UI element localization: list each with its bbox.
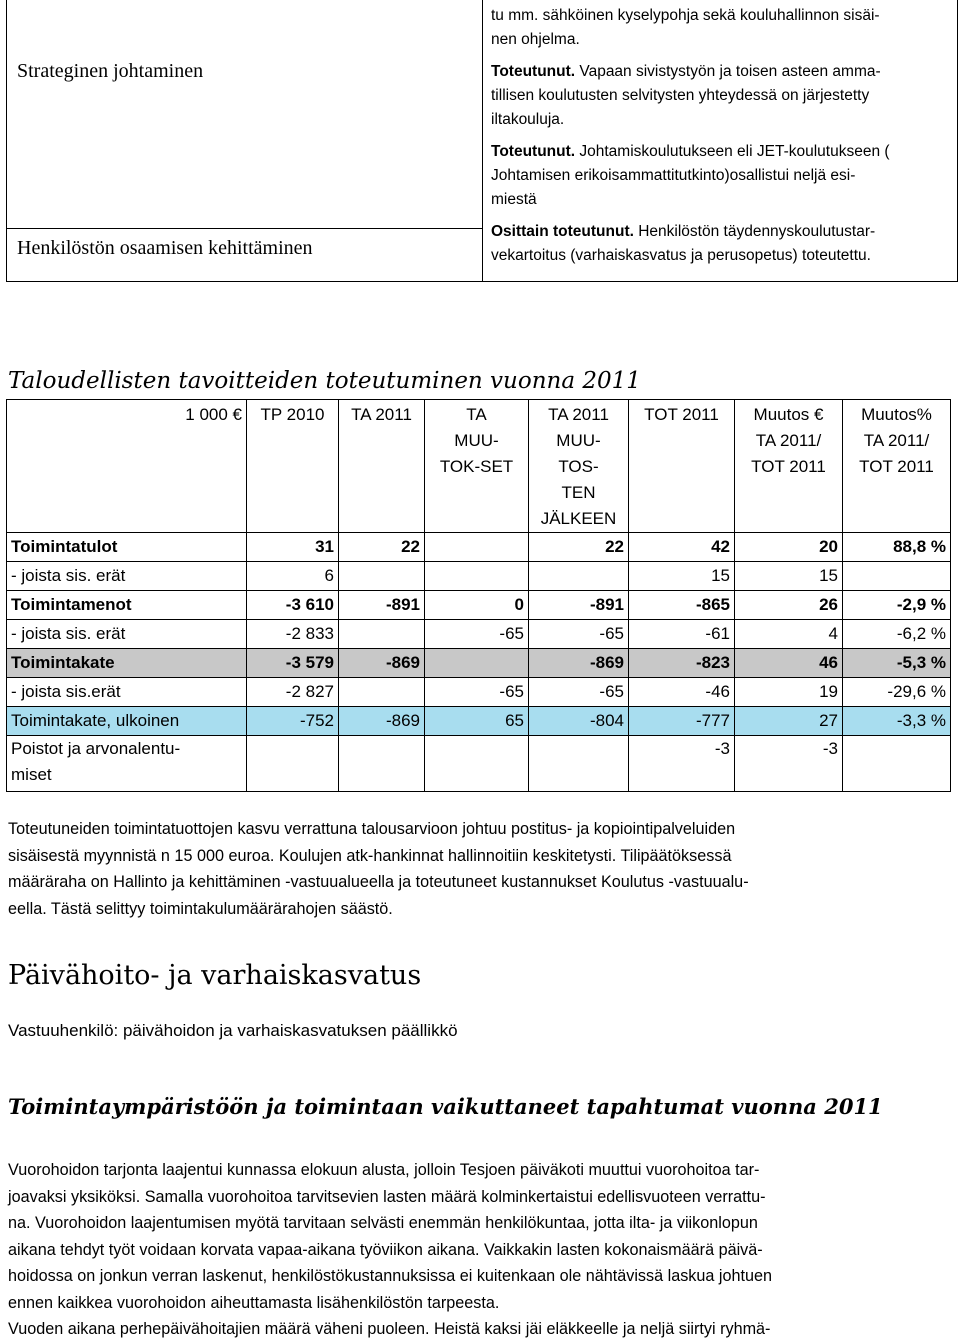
value-cell: 15 xyxy=(629,562,735,591)
text-line: nen ohjelma. xyxy=(491,31,580,48)
row-label: - joista sis.erät xyxy=(7,678,247,707)
value-cell: -2 833 xyxy=(247,620,339,649)
status-paragraph xyxy=(491,140,951,164)
value-cell: 22 xyxy=(529,533,629,562)
value-cell: -3 xyxy=(735,736,843,792)
finance-header-cell xyxy=(735,400,843,533)
value-cell xyxy=(339,620,425,649)
text-line: Vuorohoidon tarjonta laajentui kunnassa elokuun alusta, jolloin Tesjoen päiväkoti muuttui vuorohoitoa tar- xyxy=(8,1161,760,1179)
value-cell: -752 xyxy=(247,707,339,736)
value-cell: 42 xyxy=(629,533,735,562)
value-cell: 46 xyxy=(735,649,843,678)
header-line: TOT 2011 xyxy=(751,457,826,476)
text-line: tillisen koulutusten selvitysten yhteydessä on järjestetty xyxy=(491,87,870,104)
text-line: Toteutuneiden toimintatuottojen kasvu verrattuna talousarvioon johtuu postitus- ja kopiointipalveluiden xyxy=(8,820,736,838)
row-label: Toimintatulot xyxy=(7,533,247,562)
value-cell: 4 xyxy=(735,620,843,649)
text-line: Vapaan sivistystyön ja toisen asteen amma- xyxy=(575,63,881,80)
value-cell: -869 xyxy=(339,707,425,736)
finance-header-cell xyxy=(247,400,339,533)
finance-header-row xyxy=(7,400,951,533)
value-cell: -5,3 % xyxy=(843,649,951,678)
value-cell: -2 827 xyxy=(247,678,339,707)
finance-row xyxy=(7,533,951,562)
finance-explanation xyxy=(8,816,952,922)
status-paragraph xyxy=(491,60,951,84)
status-label: Toteutunut. xyxy=(491,63,576,80)
strategy-table xyxy=(6,0,958,282)
value-cell: 6 xyxy=(247,562,339,591)
value-cell: 31 xyxy=(247,533,339,562)
label-line: Poistot ja arvonalentu- xyxy=(11,739,181,758)
finance-header-cell xyxy=(529,400,629,533)
value-cell xyxy=(339,562,425,591)
responsible-text: Vastuuhenkilö: päivähoidon ja varhaiskasvatuksen päällikkö xyxy=(8,1021,458,1040)
header-line: TOT 2011 xyxy=(859,457,934,476)
value-cell: -65 xyxy=(425,678,529,707)
header-line: TOK-SET xyxy=(439,457,514,476)
status-label: Toteutunut. xyxy=(491,143,576,160)
header-line: 1 000 € xyxy=(185,405,242,424)
header-line: TA 2011 xyxy=(351,405,412,424)
header-line: TOS- xyxy=(558,457,599,476)
row-label: Toimintakate xyxy=(7,649,247,678)
strategy-table-left-column xyxy=(7,0,483,281)
events-paragraph xyxy=(8,1157,952,1343)
row-label: - joista sis. erät xyxy=(7,562,247,591)
text-line: sisäisestä myynnistä n 15 000 euroa. Koulujen atk-hankinnat hallinnoitiin keskitetysti. Tilipäätöksessä xyxy=(8,846,732,865)
status-label: Osittain toteutunut. xyxy=(491,223,634,240)
header-line: TA 2011/ xyxy=(755,431,822,450)
text-line: Henkilöstön täydennyskoulutustar- xyxy=(633,223,876,240)
text-line: ennen kaikkea vuorohoidon aiheuttamasta lisähenkilöstön tarpeesta. xyxy=(8,1293,500,1312)
value-cell xyxy=(529,736,629,792)
row-label xyxy=(7,736,247,792)
header-line: Muutos € xyxy=(753,405,824,424)
value-cell xyxy=(425,533,529,562)
finance-row xyxy=(7,620,951,649)
value-cell: -65 xyxy=(529,620,629,649)
finance-row xyxy=(7,562,951,591)
value-cell: -777 xyxy=(629,707,735,736)
responsible-person xyxy=(8,1018,952,1045)
value-cell xyxy=(425,736,529,792)
text-line: Johtamisen erikoisammattitutkinto)osallistui neljä esi- xyxy=(491,167,856,184)
value-cell: -869 xyxy=(339,649,425,678)
finance-header-cell xyxy=(339,400,425,533)
value-cell xyxy=(339,678,425,707)
value-cell xyxy=(425,649,529,678)
value-cell: -46 xyxy=(629,678,735,707)
value-cell xyxy=(339,736,425,792)
value-cell: 15 xyxy=(735,562,843,591)
value-cell: -3 579 xyxy=(247,649,339,678)
header-line: Muutos% xyxy=(861,405,932,424)
strategy-table-right-column xyxy=(491,4,951,268)
value-cell: -2,9 % xyxy=(843,591,951,620)
value-cell: -865 xyxy=(629,591,735,620)
value-cell: -869 xyxy=(529,649,629,678)
header-line: JÄLKEEN xyxy=(540,509,617,528)
value-cell: -891 xyxy=(339,591,425,620)
text-line: miestä xyxy=(491,191,537,208)
value-cell: 0 xyxy=(425,591,529,620)
value-cell: -29,6 % xyxy=(843,678,951,707)
finance-title: Taloudellisten tavoitteiden toteutuminen vuonna 2011 xyxy=(8,368,641,394)
text-line: eella. Tästä selittyy toimintakulumäärärahojen säästö. xyxy=(8,899,393,918)
text-line: määräraha on Hallinto ja kehittäminen -vastuualueella ja toteutuneet kustannukset Koulutus -vastuualu- xyxy=(8,873,749,891)
text-line: tu mm. sähköinen kyselypohja sekä kouluhallinnon sisäi- xyxy=(491,7,880,24)
text-line: joavaksi yksiköksi. Samalla vuorohoitoa tarvitsevien lasten määrä kolminkertaistui edellisvuoteen verrattu- xyxy=(8,1187,766,1206)
text-line: hoidossa on jonkun verran laskenut, henkilöstökustannuksissa ei kuitenkaan ole nähtävissä laskua johtuen xyxy=(8,1267,772,1285)
header-line: TOT 2011 xyxy=(644,405,719,424)
value-cell: 22 xyxy=(339,533,425,562)
text-line: vekartoitus (varhaiskasvatus ja perusopetus) toteutettu. xyxy=(491,247,871,264)
text-line: aikana tehdyt työt voidaan korvata vapaa-aikana työviikon aikana. Vaikkakin lasten kokonaismäärä päivä- xyxy=(8,1240,763,1259)
value-cell: -61 xyxy=(629,620,735,649)
header-line: MUU- xyxy=(454,431,499,450)
value-cell: -65 xyxy=(529,678,629,707)
value-cell: 27 xyxy=(735,707,843,736)
label-strategic-leadership: Strateginen johtaminen xyxy=(17,60,204,82)
header-line: MUU- xyxy=(556,431,601,450)
events-heading: Toimintaympäristöön ja toimintaan vaikuttaneet tapahtumat vuonna 2011 xyxy=(8,1094,883,1119)
row-divider xyxy=(7,228,482,229)
value-cell xyxy=(843,562,951,591)
value-cell xyxy=(425,562,529,591)
value-cell: -891 xyxy=(529,591,629,620)
value-cell: 65 xyxy=(425,707,529,736)
finance-table xyxy=(6,399,951,792)
label-line: miset xyxy=(11,765,52,784)
value-cell: 88,8 % xyxy=(843,533,951,562)
text-line: iltakouluja. xyxy=(491,111,565,128)
finance-header-cell xyxy=(7,400,247,533)
finance-row xyxy=(7,649,951,678)
row-label: Toimintakate, ulkoinen xyxy=(7,707,247,736)
value-cell: -3 610 xyxy=(247,591,339,620)
value-cell: -804 xyxy=(529,707,629,736)
value-cell: 20 xyxy=(735,533,843,562)
value-cell: 19 xyxy=(735,678,843,707)
text-line: Vuoden aikana perhepäivähoitajien määrä väheni puoleen. Heistä kaksi jäi eläkkeelle ja neljä siirtyi ryhmä- xyxy=(8,1320,771,1338)
finance-row xyxy=(7,707,951,736)
value-cell xyxy=(843,736,951,792)
finance-header-cell xyxy=(629,400,735,533)
value-cell: -3 xyxy=(629,736,735,792)
value-cell: -823 xyxy=(629,649,735,678)
value-cell: -65 xyxy=(425,620,529,649)
text-line: na. Vuorohoidon laajentumisen myötä tarvitaan selvästi enemmän henkilökuntaa, jotta ilta- ja viikonlopun xyxy=(8,1214,758,1232)
row-label: - joista sis. erät xyxy=(7,620,247,649)
finance-header-cell xyxy=(425,400,529,533)
finance-header-cell xyxy=(843,400,951,533)
header-line: TA 2011/ xyxy=(863,431,930,450)
finance-row xyxy=(7,591,951,620)
text-line: Johtamiskoulutukseen eli JET-koulutukseen ( xyxy=(575,143,890,160)
value-cell: 26 xyxy=(735,591,843,620)
value-cell: -6,2 % xyxy=(843,620,951,649)
header-line: TA 2011 xyxy=(548,405,609,424)
value-cell xyxy=(529,562,629,591)
finance-row xyxy=(7,678,951,707)
status-paragraph xyxy=(491,220,951,244)
row-label: Toimintamenot xyxy=(7,591,247,620)
header-line: TEN xyxy=(561,483,596,502)
header-line: TA xyxy=(466,405,487,424)
header-line: TP 2010 xyxy=(260,405,325,424)
section-heading: Päivähoito- ja varhaiskasvatus xyxy=(8,960,422,991)
value-cell: -3,3 % xyxy=(843,707,951,736)
value-cell xyxy=(247,736,339,792)
finance-row xyxy=(7,736,951,792)
label-staff-competence: Henkilöstön osaamisen kehittäminen xyxy=(17,237,313,259)
